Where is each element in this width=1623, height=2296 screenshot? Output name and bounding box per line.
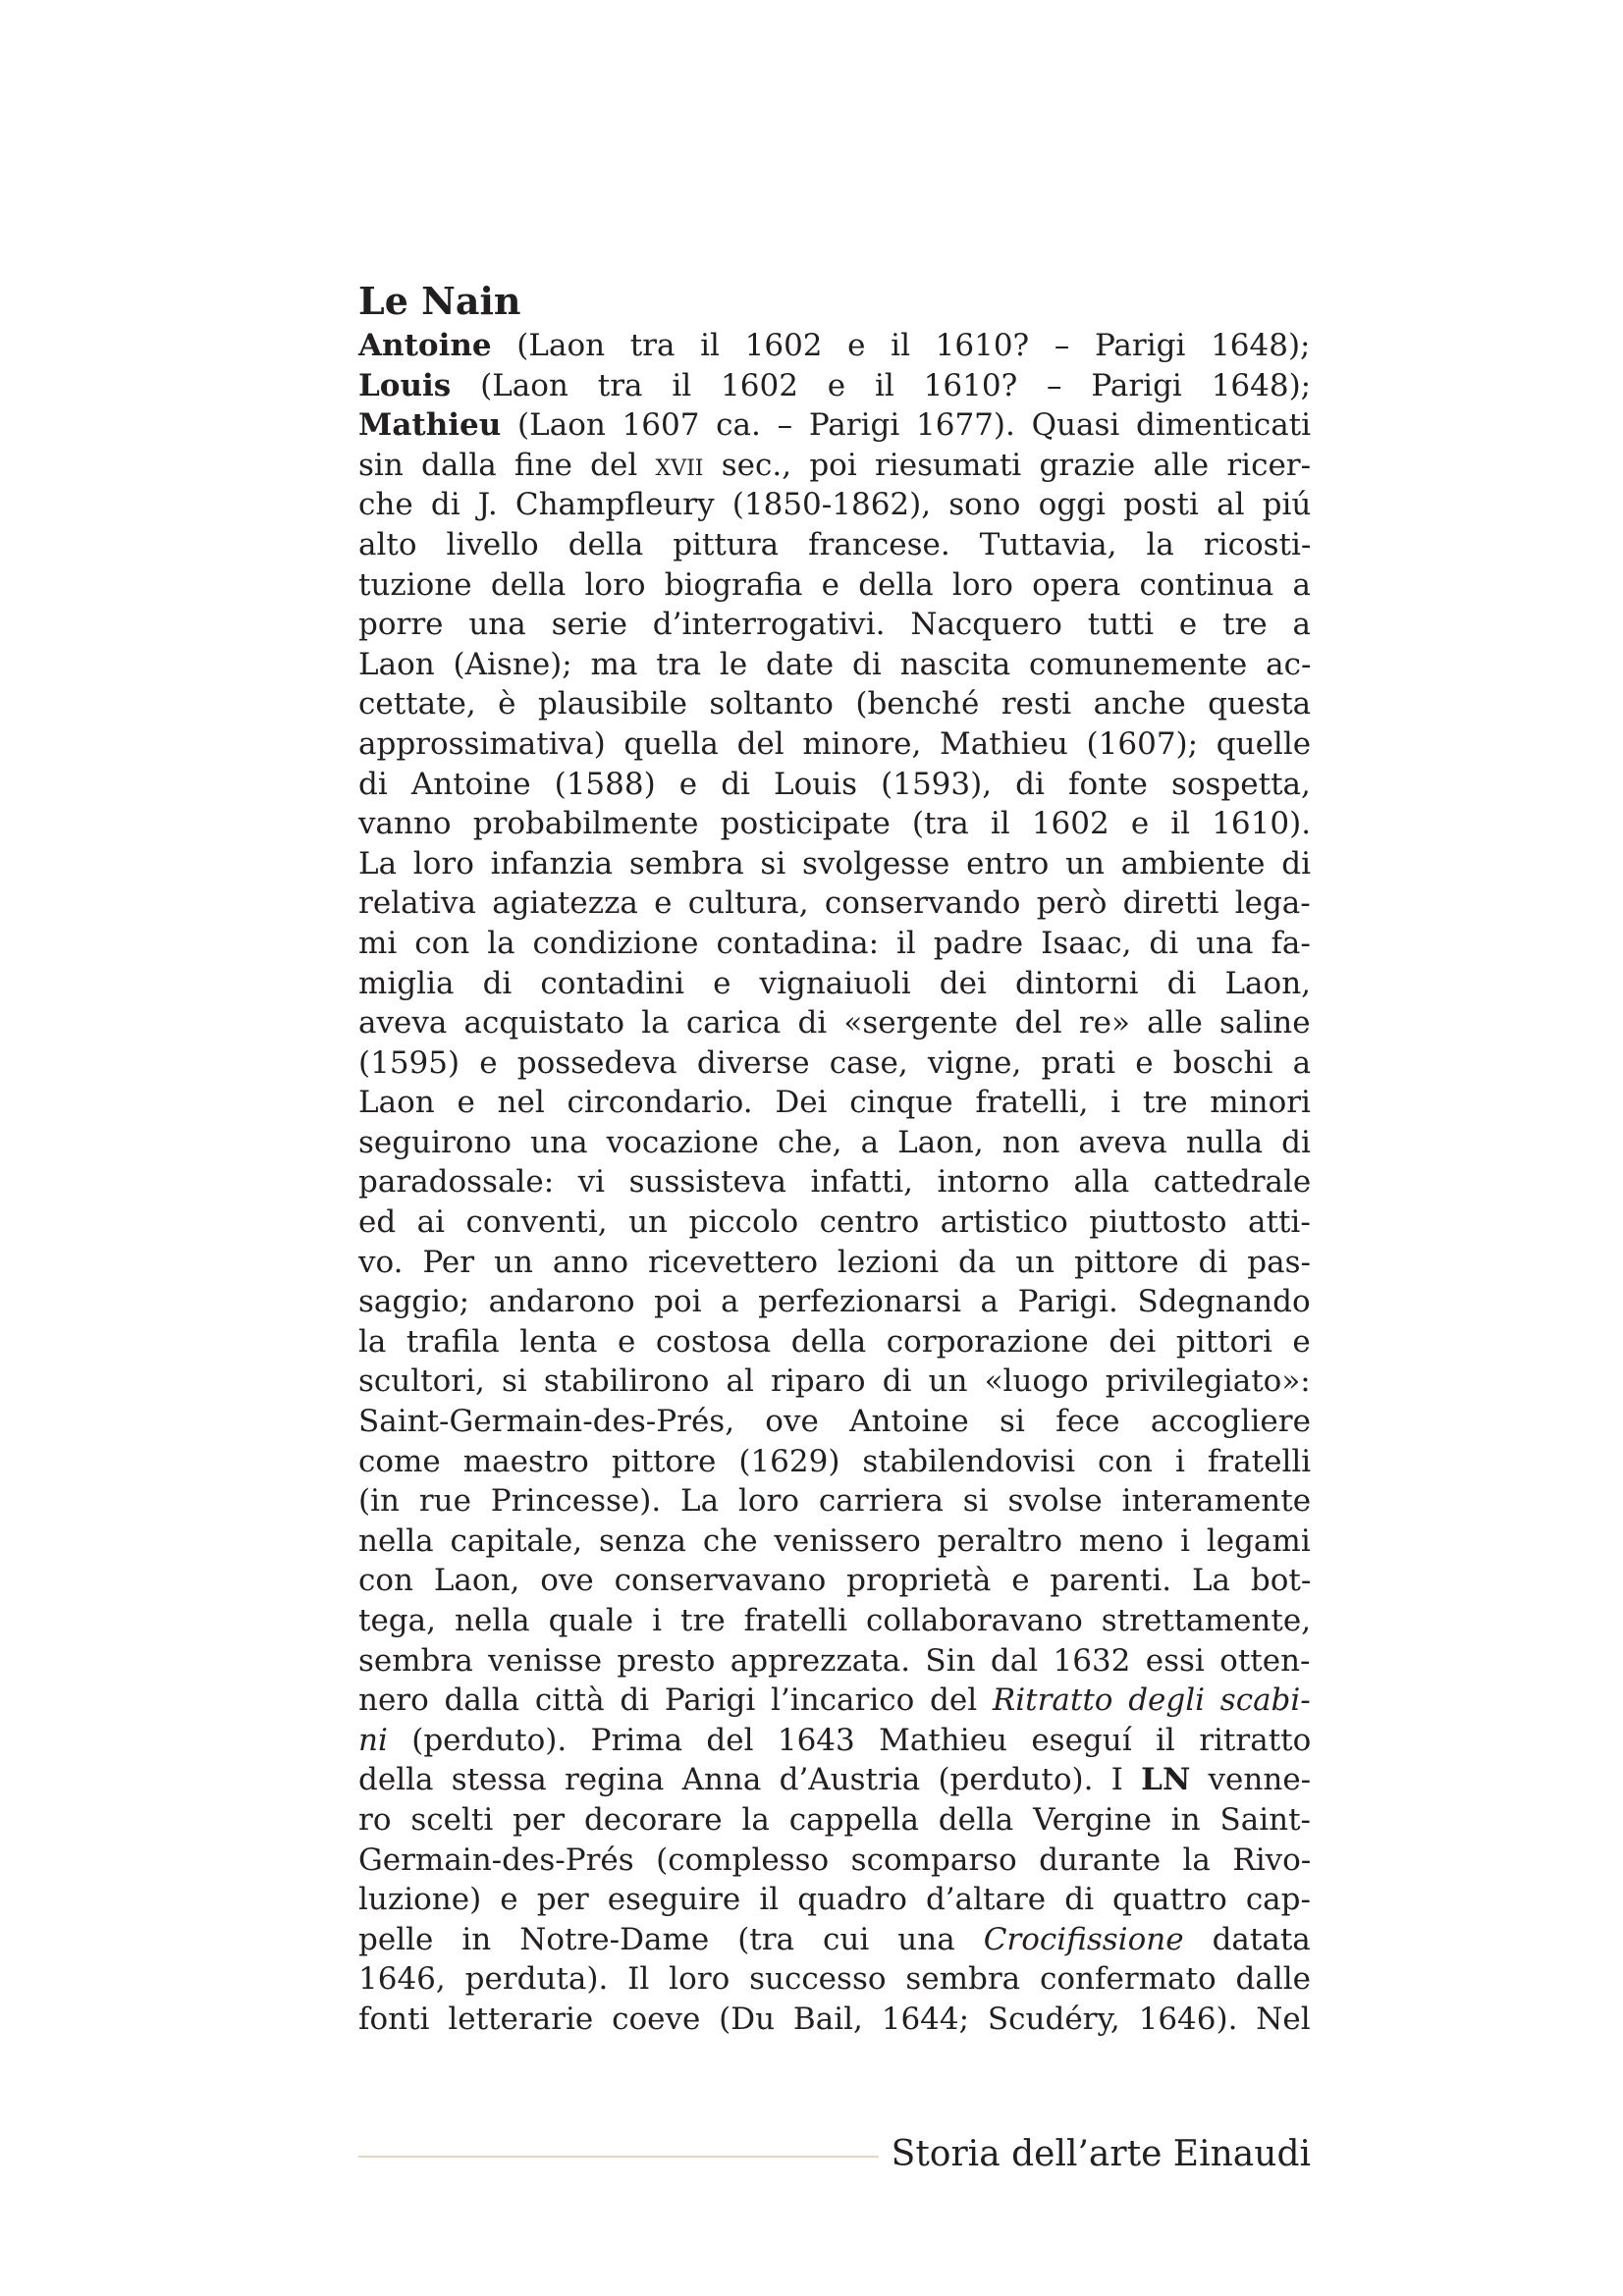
text-line: relativa agiatezza e cultura, conservando però diretti lega- (358, 885, 1311, 922)
text-line: La loro infanzia sembra si svolgesse entro un ambiente di (358, 845, 1312, 881)
line-text: (perduto). Prima del 1643 Mathieu eseguí il ritratto (387, 1722, 1312, 1758)
artwork-title: Ritratto degli scabi- (992, 1682, 1311, 1719)
text-line: come maestro pittore (1629) stabilendovisi con i fratelli (358, 1443, 1312, 1479)
line-text: pelle in Notre-Dame (tra cui una (358, 1921, 984, 1957)
text-line (358, 1760, 1311, 1800)
text-line: con Laon, ove conservavano proprietà e parenti. La bot- (358, 1563, 1312, 1599)
text-line: vanno probabilmente posticipate (tra il 1602 e il 1610). (358, 806, 1312, 842)
text-line: 1646, perduta). Il loro successo sembra confermato dalle (358, 1961, 1311, 1998)
text-line (358, 326, 1311, 366)
text-line: (1595) e possedeva diverse case, vigne, prati e boschi a (358, 1044, 1312, 1081)
artist-name: Antoine (358, 328, 492, 363)
footer-rule (358, 2156, 879, 2158)
text-line: paradossale: vi sussisteva infatti, intorno alla cattedrale (358, 1164, 1312, 1201)
entry-body (358, 326, 1311, 2040)
text-line: cettate, è plausibile soltanto (benché resti anche questa (358, 686, 1312, 722)
text-line: approssimativa) quella del minore, Mathieu (1607); quelle (358, 725, 1312, 762)
century-numeral: xvii (655, 447, 704, 483)
line-text: datata (1183, 1921, 1311, 1957)
text-line: sembra venisse presto apprezzata. Sin dal 1632 essi otten- (358, 1642, 1311, 1679)
text-line: fonti letterarie coeve (Du Bail, 1644; Scudéry, 1646). Nel (358, 2001, 1311, 2037)
text-line: che di J. Champfleury (1850-1862), sono oggi posti al piú (358, 487, 1312, 523)
text-line: aveva acquistato la carica di «sergente del re» alle saline (358, 1005, 1311, 1041)
text-line (358, 446, 1311, 486)
line-text: nero dalla città di Parigi l’incarico del (358, 1682, 993, 1719)
text-line: (in rue Princesse). La loro carriera si svolse interamente (358, 1483, 1312, 1520)
text-line: miglia di contadini e vignaiuoli dei dintorni di Laon, (358, 965, 1312, 1001)
line-text: della stessa regina Anna d’Austria (perduto). I (358, 1762, 1142, 1798)
artwork-title: ni (358, 1722, 388, 1758)
entry-content (358, 275, 1311, 2040)
text-line (358, 1920, 1311, 1960)
text-line: porre una serie d’interrogativi. Nacquero tutti e tre a (358, 607, 1312, 643)
line-text: (Laon tra il 1602 e il 1610? – Parigi 1648); (491, 328, 1311, 363)
line-text: sin dalla fine del (358, 447, 656, 483)
text-line: ed ai conventi, un piccolo centro artistico piuttosto atti- (358, 1204, 1311, 1241)
entry-title: Le Nain (358, 279, 521, 323)
text-line: mi con la condizione contadina: il padre Isaac, di una fa- (358, 925, 1311, 961)
text-line: alto livello della pittura francese. Tuttavia, la ricosti- (358, 526, 1312, 562)
text-line (358, 405, 1311, 446)
text-line: nella capitale, senza che venissero peraltro meno i legami (358, 1522, 1311, 1559)
page-footer (358, 2130, 1311, 2179)
text-line: Saint-Germain-des-Prés, ove Antoine si fece accogliere (358, 1404, 1311, 1440)
text-line: luzione) e per eseguire il quadro d’altare di quattro cap- (358, 1882, 1311, 1918)
artist-abbreviation: LN (1141, 1762, 1191, 1798)
text-line: saggio; andarono poi a perfezionarsi a Parigi. Sdegnando (358, 1284, 1311, 1320)
artist-name: Mathieu (358, 407, 502, 444)
footer-label: Storia dell’arte Einaudi (891, 2134, 1311, 2174)
line-text: sec., poi riesumati grazie alle ricer- (703, 447, 1312, 483)
artist-name: Louis (358, 367, 452, 403)
line-text: (Laon tra il 1602 e il 1610? – Parigi 1648); (451, 367, 1312, 403)
text-line: tega, nella quale i tre fratelli collaboravano strettamente, (358, 1603, 1312, 1638)
text-line (358, 366, 1311, 406)
line-text: venne- (1190, 1762, 1312, 1798)
artwork-title: Crocifissione (983, 1921, 1184, 1957)
text-line: seguirono una vocazione che, a Laon, non aveva nulla di (358, 1124, 1311, 1160)
text-line: la trafila lenta e costosa della corporazione dei pittori e (358, 1323, 1311, 1360)
text-line: Laon e nel circondario. Dei cinque fratelli, i tre minori (358, 1085, 1311, 1121)
line-text: (Laon 1607 ca. – Parigi 1677). Quasi dimenticati (501, 407, 1312, 444)
text-line: vo. Per un anno ricevettero lezioni da un pittore di pas- (358, 1244, 1311, 1280)
text-line: di Antoine (1588) e di Louis (1593), di fonte sospetta, (358, 766, 1311, 802)
text-line: ro scelti per decorare la cappella della Vergine in Saint- (358, 1801, 1312, 1838)
text-line: scultori, si stabilirono al riparo di un «luogo privilegiato»: (358, 1363, 1311, 1400)
text-line: Germain-des-Prés (complesso scomparso durante la Rivo- (358, 1842, 1312, 1878)
text-line (358, 1681, 1311, 1721)
text-line: tuzione della loro biografia e della loro opera continua a (358, 566, 1311, 603)
text-line: Laon (Aisne); ma tra le date di nascita comunemente ac- (358, 646, 1312, 682)
text-line (358, 1721, 1311, 1761)
